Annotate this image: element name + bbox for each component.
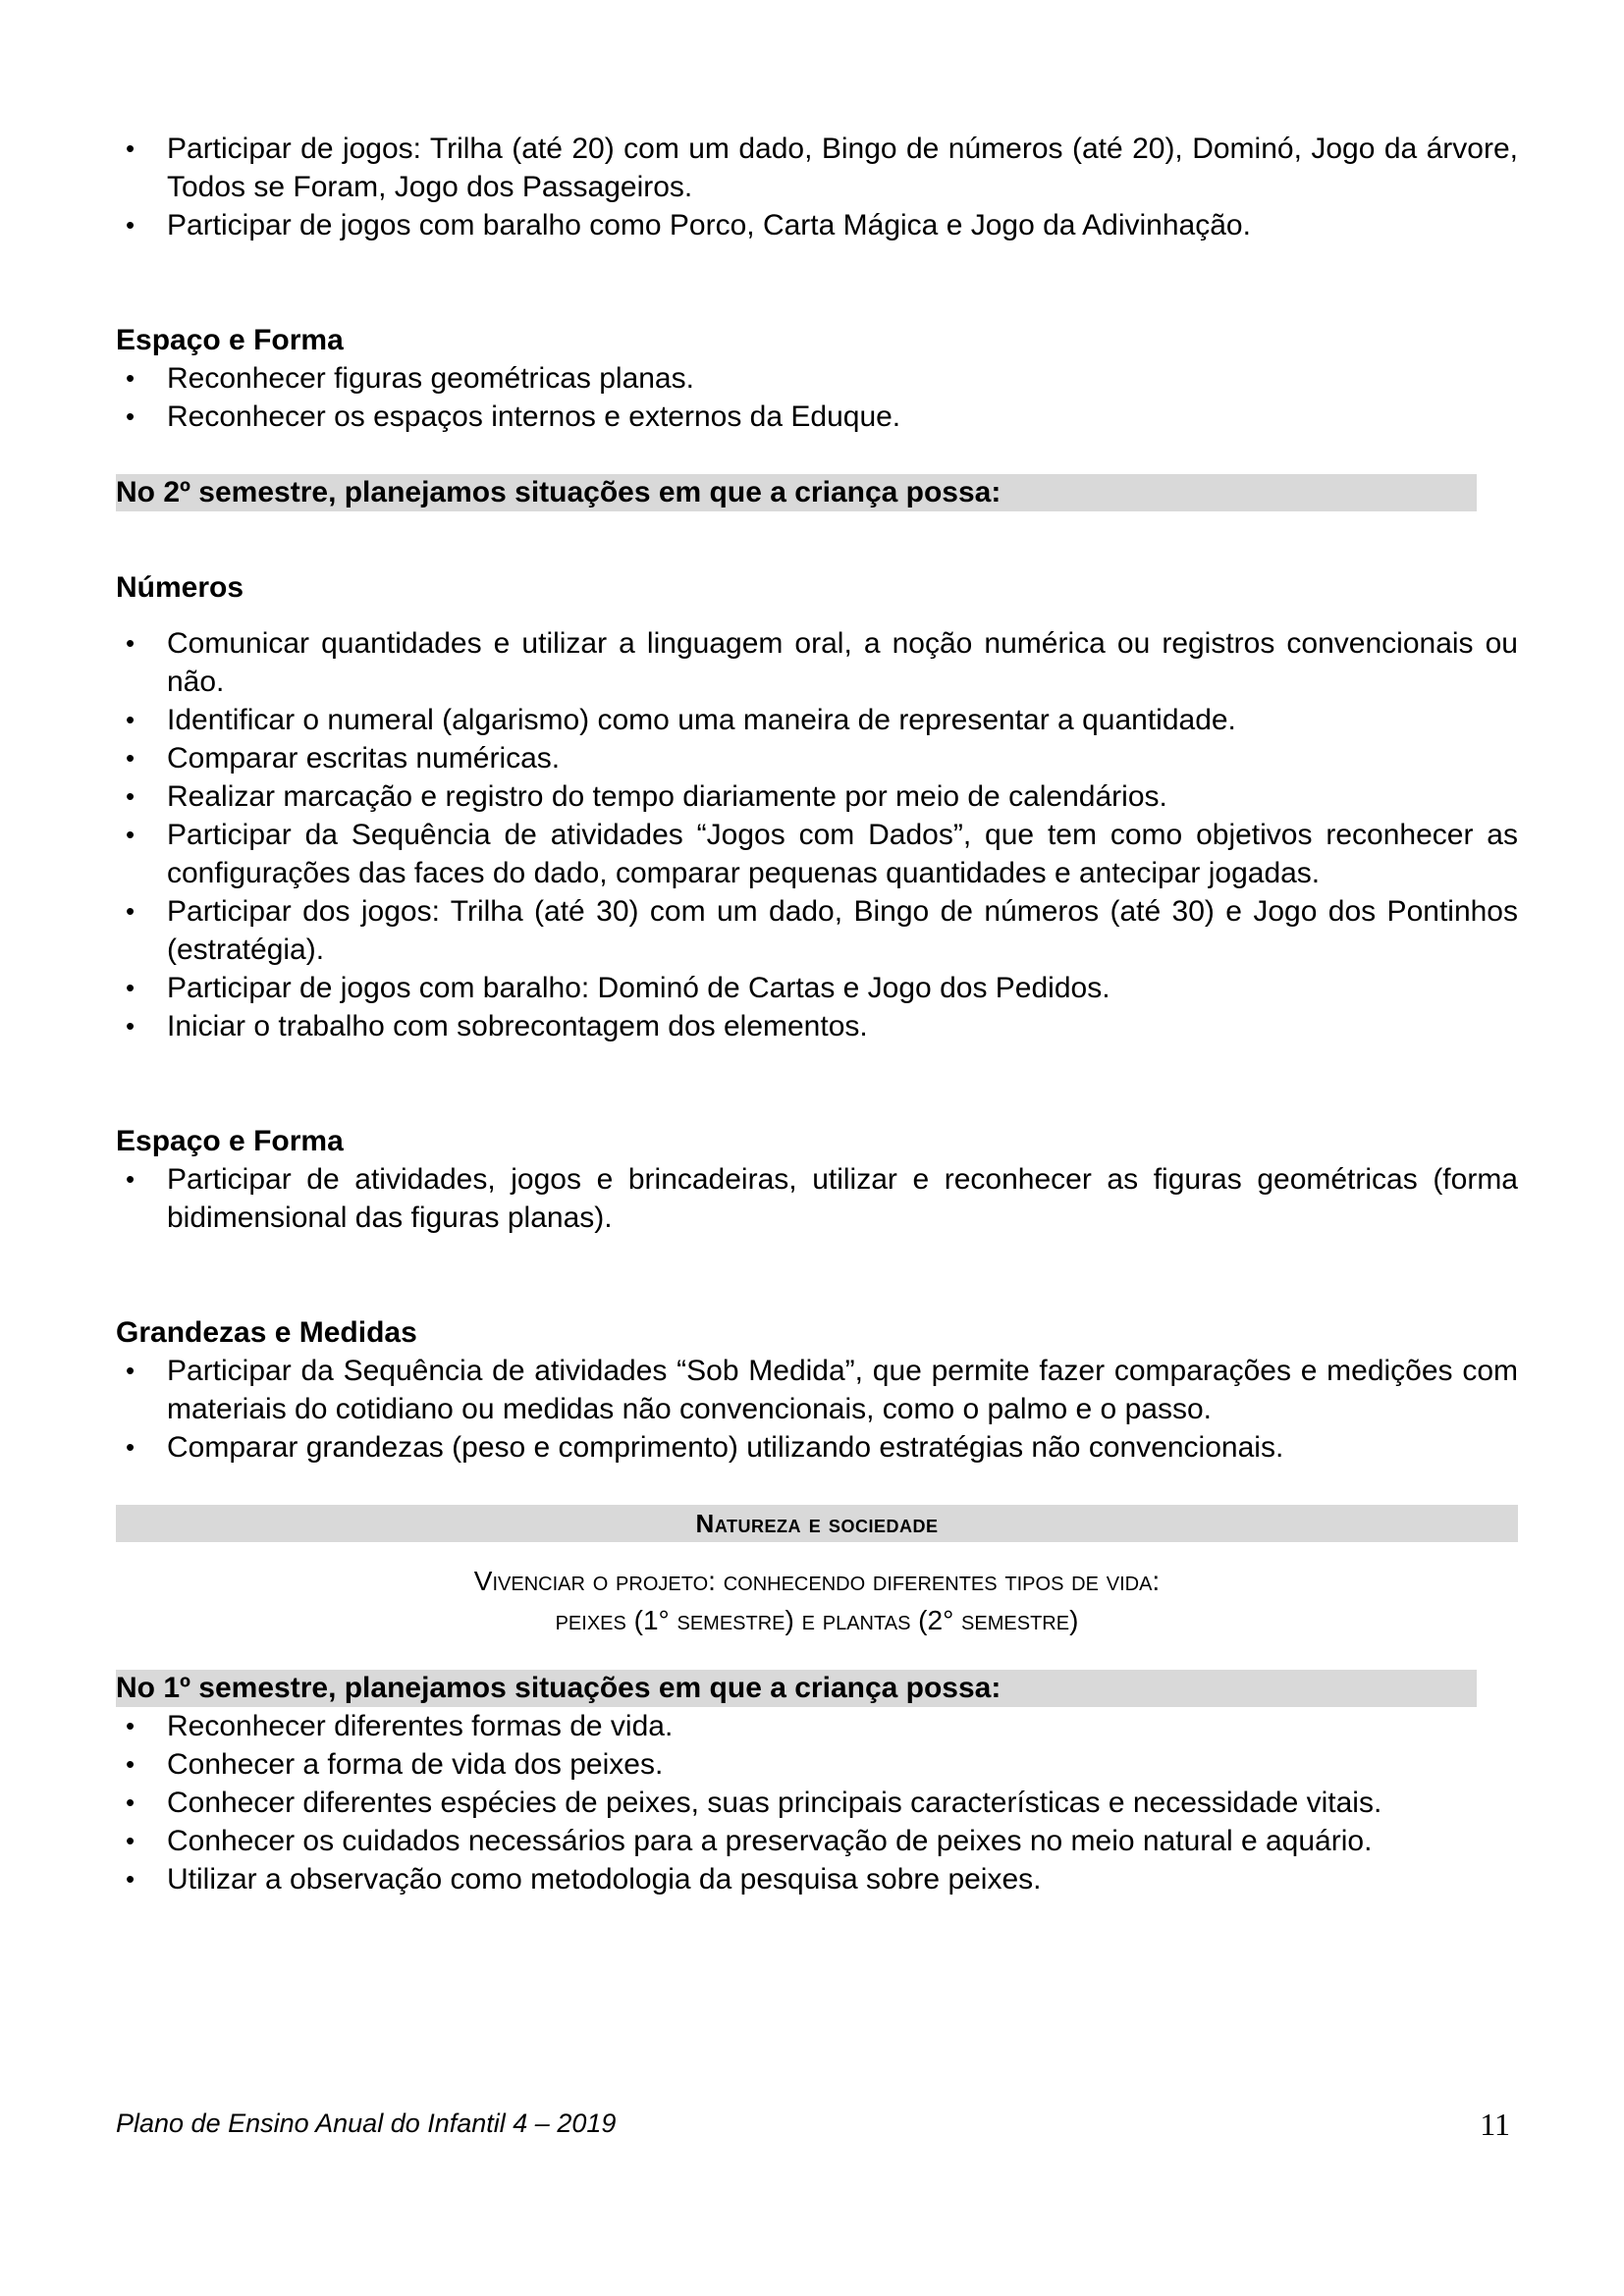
intro-list (116, 130, 1518, 244)
bullet-icon: • (126, 1711, 135, 1740)
bullet-icon: • (126, 973, 135, 1002)
list-item: • Comunicar quantidades e utilizar a linguagem oral, a noção numérica ou registros convencionais ou não. (116, 624, 1518, 701)
footer-doc-title: Plano de Ensino Anual do Infantil 4 – 2019 (116, 2109, 617, 2138)
grandezas-list (116, 1352, 1518, 1467)
list-item: • Conhecer os cuidados necessários para a preservação de peixes no meio natural e aquário. (116, 1822, 1518, 1860)
document-page (116, 130, 1518, 1898)
natureza-sociedade-banner: Natureza e sociedade (116, 1505, 1518, 1542)
semester1-heading-bar: No 1º semestre, planejamos situações em que a criança possa: (116, 1670, 1477, 1707)
section-heading-espaco-forma: Espaço e Forma (116, 324, 344, 356)
list-item: • Reconhecer diferentes formas de vida. (116, 1707, 1518, 1745)
list-item: • Reconhecer figuras geométricas planas. (116, 359, 1518, 398)
list-item: • Participar da Sequência de atividades “Sob Medida”, que permite fazer comparações e medições com materiais do cotidiano ou medidas não convencionais, como o palmo e o passo. (116, 1352, 1518, 1428)
section-heading-espaco-forma-2: Espaço e Forma (116, 1125, 344, 1157)
espaco-forma-2-list (116, 1160, 1518, 1237)
espaco-forma-list (116, 359, 1518, 436)
bullet-icon: • (126, 1864, 135, 1894)
bullet-icon: • (126, 705, 135, 734)
bullet-icon: • (126, 1356, 135, 1385)
list-item: • Utilizar a observação como metodologia da pesquisa sobre peixes. (116, 1860, 1518, 1898)
bullet-icon: • (126, 401, 135, 431)
bullet-icon: • (126, 1749, 135, 1779)
bullet-icon: • (126, 363, 135, 393)
list-item: • Reconhecer os espaços internos e externos da Eduque. (116, 398, 1518, 436)
list-item: • Participar da Sequência de atividades “Jogos com Dados”, que tem como objetivos reconhecer as configurações das faces do dado, comparar pequenas quantidades e antecipar jogadas. (116, 816, 1518, 892)
list-item: • Comparar escritas numéricas. (116, 739, 1518, 777)
project-line-1: Vivenciar o projeto: conhecendo diferentes tipos de vida: (473, 1566, 1161, 1596)
section-heading-numeros: Números (116, 571, 244, 604)
semester2-heading-bar: No 2º semestre, planejamos situações em que a criança possa: (116, 474, 1477, 511)
list-item: • Participar de jogos com baralho como Porco, Carta Mágica e Jogo da Adivinhação. (116, 206, 1518, 244)
list-item: • Participar de atividades, jogos e brincadeiras, utilizar e reconhecer as figuras geométricas (forma bidimensional das figuras planas). (116, 1160, 1518, 1237)
bullet-icon: • (126, 1011, 135, 1041)
bullet-icon: • (126, 743, 135, 773)
bullet-icon: • (126, 210, 135, 240)
list-item: • Realizar marcação e registro do tempo diariamente por meio de calendários. (116, 777, 1518, 816)
section-heading-grandezas: Grandezas e Medidas (116, 1316, 417, 1349)
list-item: • Comparar grandezas (peso e comprimento) utilizando estratégias não convencionais. (116, 1428, 1518, 1467)
semester1-list (116, 1707, 1518, 1898)
bullet-icon: • (126, 1826, 135, 1855)
bullet-icon: • (126, 1788, 135, 1817)
list-item: • Participar de jogos com baralho: Dominó de Cartas e Jogo dos Pedidos. (116, 969, 1518, 1007)
bullet-icon: • (126, 781, 135, 811)
bullet-icon: • (126, 1164, 135, 1194)
list-item: • Conhecer a forma de vida dos peixes. (116, 1745, 1518, 1784)
bullet-icon: • (126, 896, 135, 926)
page-number: 11 (1480, 2107, 1510, 2142)
list-item: • Identificar o numeral (algarismo) como uma maneira de representar a quantidade. (116, 701, 1518, 739)
list-item: • Iniciar o trabalho com sobrecontagem dos elementos. (116, 1007, 1518, 1045)
bullet-icon: • (126, 1432, 135, 1462)
project-line-2: peixes (1° semestre) e plantas (2° semestre) (555, 1605, 1079, 1635)
numeros-list (116, 624, 1518, 1045)
bullet-icon: • (126, 628, 135, 658)
bullet-icon: • (126, 133, 135, 163)
bullet-icon: • (126, 820, 135, 849)
list-item: • Conhecer diferentes espécies de peixes, suas principais características e necessidade vitais. (116, 1784, 1518, 1822)
list-item: • Participar de jogos: Trilha (até 20) com um dado, Bingo de números (até 20), Dominó, Jogo da árvore, Todos se Foram, Jogo dos Passageiros. (116, 130, 1518, 206)
list-item: • Participar dos jogos: Trilha (até 30) com um dado, Bingo de números (até 30) e Jogo dos Pontinhos (estratégia). (116, 892, 1518, 969)
